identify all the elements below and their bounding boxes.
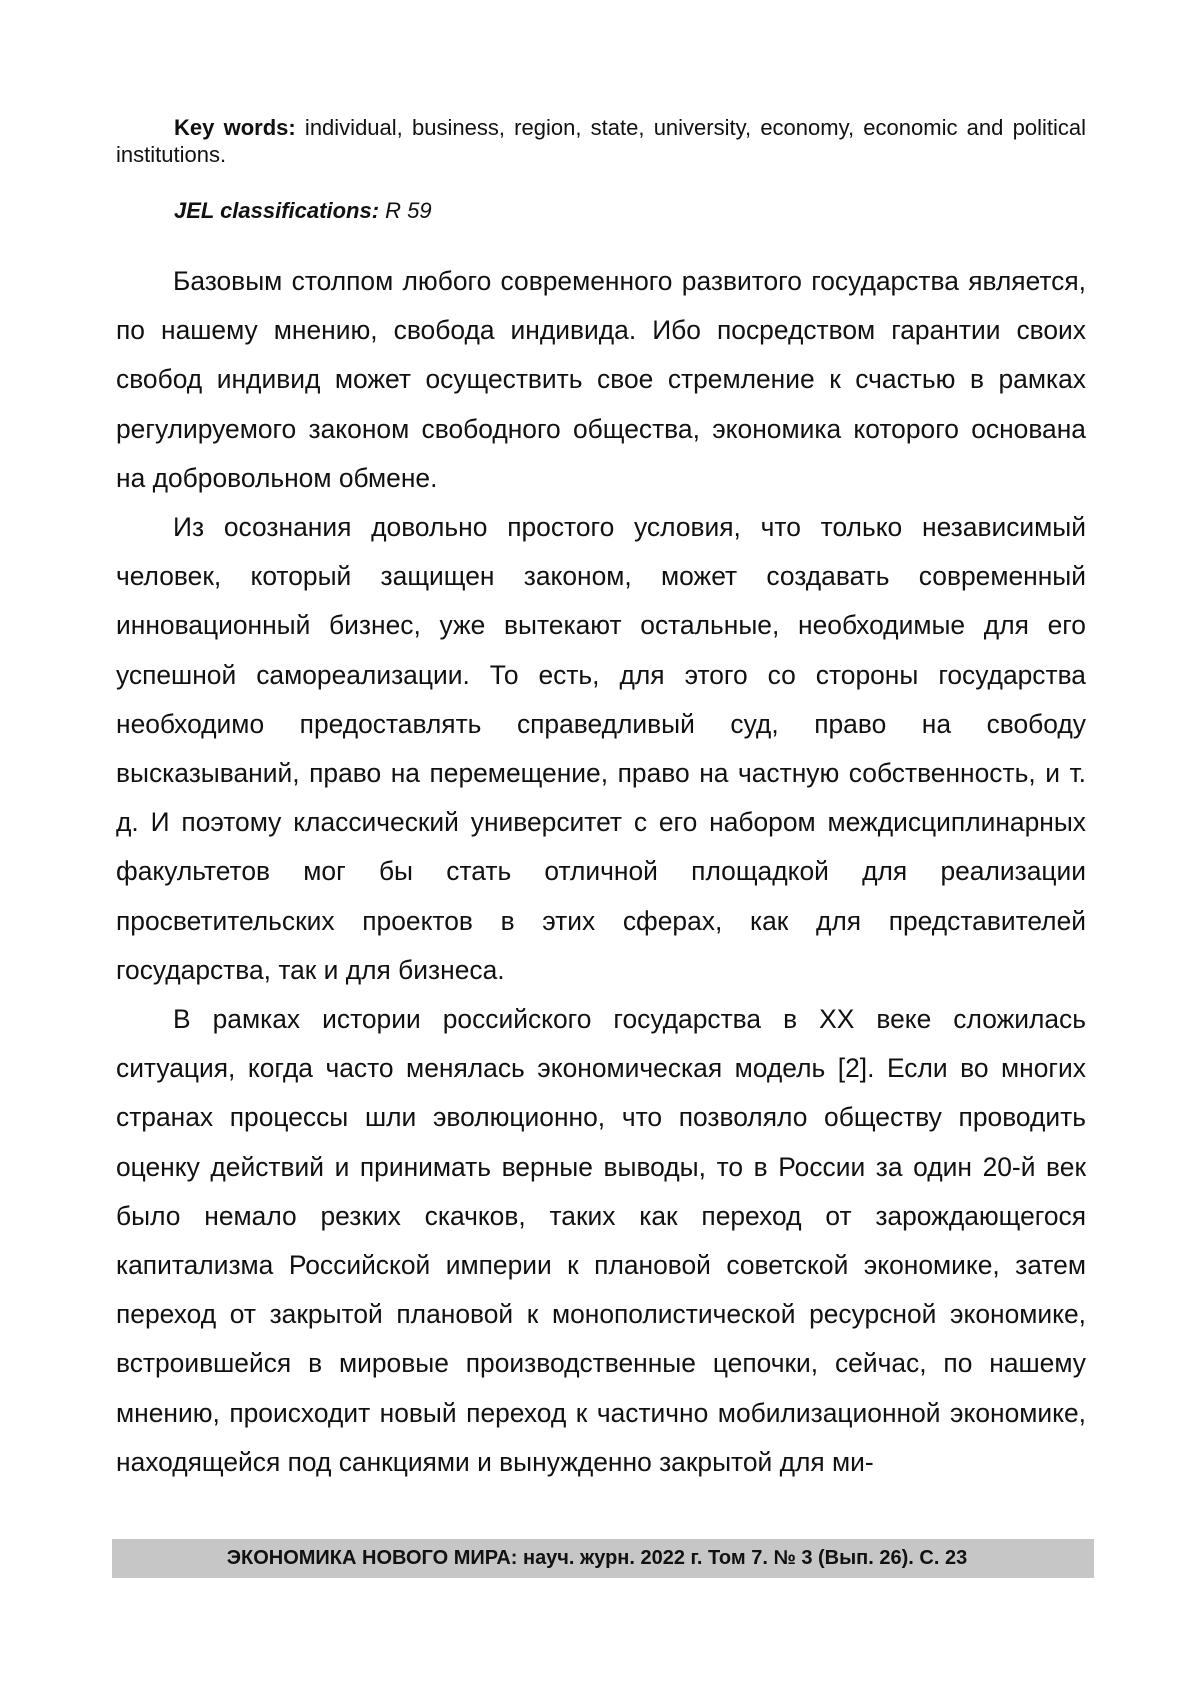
journal-footer bbox=[112, 1539, 1094, 1578]
body-paragraph: Из осознания довольно простого условия, что только независимый человек, который защищен законом, может создавать современный инновационный бизнес, уже вытекают остальные, необходимые для его успешной самореализации. То есть, для этого со стороны государства необходимо предоставлять справедливый суд, право на свободу высказываний, право на перемещение, право на частную собственность, и т. д. И поэтому классический университет с его набором междисциплинарных факультетов мог бы стать отличной площадкой для реализации просветительских проектов в этих сферах, как для представителей государства, так и для бизнеса. bbox=[116, 503, 1086, 995]
jel-value: R 59 bbox=[379, 198, 432, 223]
article-body bbox=[116, 257, 1086, 1487]
keywords-label: Key words: bbox=[174, 115, 296, 140]
body-paragraph: В рамках истории российского государства в XX веке сложилась ситуация, когда часто менялась экономическая модель [2]. Если во многих странах процессы шли эволюционно, что позволяло обществу проводить оценку действий и принимать верные выводы, то в России за один 20-й век было немало резких скачков, таких как переход от зарождающегося капитализма Российской империи к плановой советской экономике, затем переход от закрытой плановой к монополистической ресурсной экономике, встроившейся в мировые производственные цепочки, сейчас, по нашему мнению, происходит новый переход к частично мобилизационной экономике, находящейся под санкциями и вынужденно закрытой для ми- bbox=[116, 995, 1086, 1487]
jel-classification bbox=[116, 197, 1086, 224]
document-page bbox=[0, 0, 1200, 1697]
jel-label: JEL classifications: bbox=[174, 198, 379, 223]
footer-citation: ЭКОНОМИКА НОВОГО МИРА: науч. журн. 2022 г. Том 7. № 3 (Вып. 26). С. 23 bbox=[227, 1547, 967, 1569]
keywords-paragraph bbox=[116, 114, 1086, 168]
body-paragraph: Базовым столпом любого современного развитого государства является, по нашему мнению, свобода индивида. Ибо посредством гарантии своих свобод индивид может осуществить свое стремление к счастью в рамках регулируемого законом свободного общества, экономика которого основана на добровольном обмене. bbox=[116, 257, 1086, 503]
keywords-text: individual, business, region, state, university, economy, economic and political institutions. bbox=[116, 115, 1086, 167]
